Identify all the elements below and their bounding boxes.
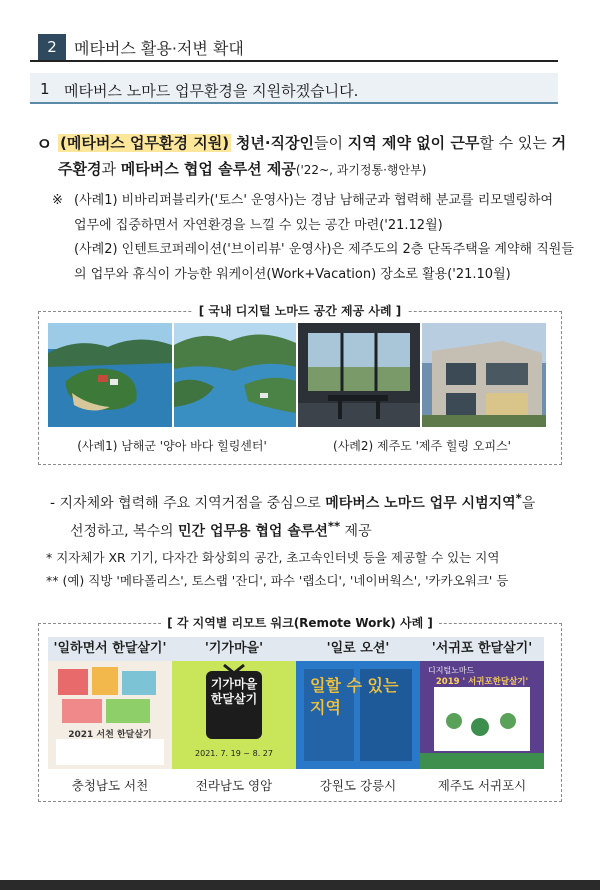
section-header (30, 30, 558, 62)
poster-text: 2021 서천 한달살기 (68, 730, 152, 740)
poster-date: 2021. 7. 19 ~ 8. 27 (195, 749, 273, 758)
region-label: 제주도 서귀포시 (437, 778, 527, 793)
section-number: 2 (38, 34, 66, 60)
poster-title: 디지털노마드 (428, 666, 475, 675)
reference-mark: ※ (52, 193, 63, 208)
poster-text: 일할 수 있는 지역 (310, 676, 399, 717)
footnote-1: * 지자체가 XR 기기, 다자간 화상회의 공간, 초고속인터넷 등을 제공할 수 있는 지역 (46, 550, 500, 565)
poster-label: '일하면서 한달살기' (48, 637, 172, 661)
jeju-house-exterior-photo (422, 323, 546, 427)
pilot-region-paragraph-line1: - 지자체와 협력해 주요 지역거점을 중심으로 메타버스 노마드 업무 시범지역*을 (50, 491, 536, 512)
main-point-paragraph: (메타버스 업무환경 지원) 청년·직장인들이 지역 제약 없이 근무할 수 있는 거주환경과 메타버스 협업 솔루션 제공('22~, 과기정통·행안부) (58, 134, 567, 178)
subsection-title: 메타버스 노마드 업무환경을 지원하겠습니다. (64, 82, 359, 100)
case-note-line: (사례1) 비바리퍼블리카('토스' 운영사)는 경남 남해군과 협력해 분교를 리모델링하여 (74, 193, 554, 208)
box-title: [ 각 지역별 리모트 워크(Remote Work) 사례 ] (39, 614, 561, 631)
page-bottom-bar (0, 880, 600, 890)
namhae-island-photo-2 (174, 323, 296, 427)
case1-caption: (사례1) 남해군 '양아 바다 힐링센터' (77, 439, 267, 453)
case-note-line: 의 업무와 휴식이 가능한 워케이션(Work+Vacation) 장소로 활용('21.10월) (74, 266, 511, 282)
yeongam-poster (172, 661, 296, 769)
bullet-circle: ㅇ (36, 135, 53, 155)
seogwipo-poster (420, 661, 544, 769)
highlight-label: (메타버스 업무환경 지원) (60, 134, 230, 152)
gangneung-poster (296, 661, 420, 769)
region-label: 전라남도 영암 (195, 778, 273, 793)
pilot-region-paragraph-line2: 선정하고, 복수의 민간 업무용 협업 솔루션** 제공 (70, 519, 372, 540)
subsection-header (30, 73, 558, 104)
case-note-line: (사례2) 인텐트코퍼레이션('브이리뷰' 운영사)은 제주도의 2층 단독주택을 계약해 직원들 (74, 242, 574, 257)
footnote-2: ** (예) 직방 '메타폴리스', 토스랩 '잔디', 파수 '랩소디', '네이버웍스', '카카오워크' 등 (46, 573, 509, 588)
poster-label: '기가마을' (172, 637, 296, 661)
seocheon-poster (48, 661, 172, 769)
poster-label: '서귀포 한달살기' (420, 637, 544, 661)
case-notes (74, 189, 574, 287)
region-label: 충청남도 서천 (71, 778, 149, 793)
section-title: 메타버스 활용·저변 확대 (74, 39, 244, 58)
subsection-number: 1 (40, 80, 50, 98)
jeju-office-interior-photo (298, 323, 420, 427)
region-label: 강원도 강릉시 (319, 778, 397, 793)
box-title: [ 국내 디지털 노마드 공간 제공 사례 ] (39, 302, 561, 319)
namhae-island-photo-1 (48, 323, 172, 427)
poster-text: 2019 ' 서귀포한달살기' (435, 677, 529, 687)
case-note-line: 업무에 집중하면서 자연환경을 느낄 수 있는 공간 마련('21.12월) (74, 217, 443, 233)
poster-text: 기가마을 한달살기 (210, 677, 258, 706)
case2-caption: (사례2) 제주도 '제주 힐링 오피스' (333, 439, 511, 453)
poster-label: '일로 오션' (296, 637, 420, 661)
